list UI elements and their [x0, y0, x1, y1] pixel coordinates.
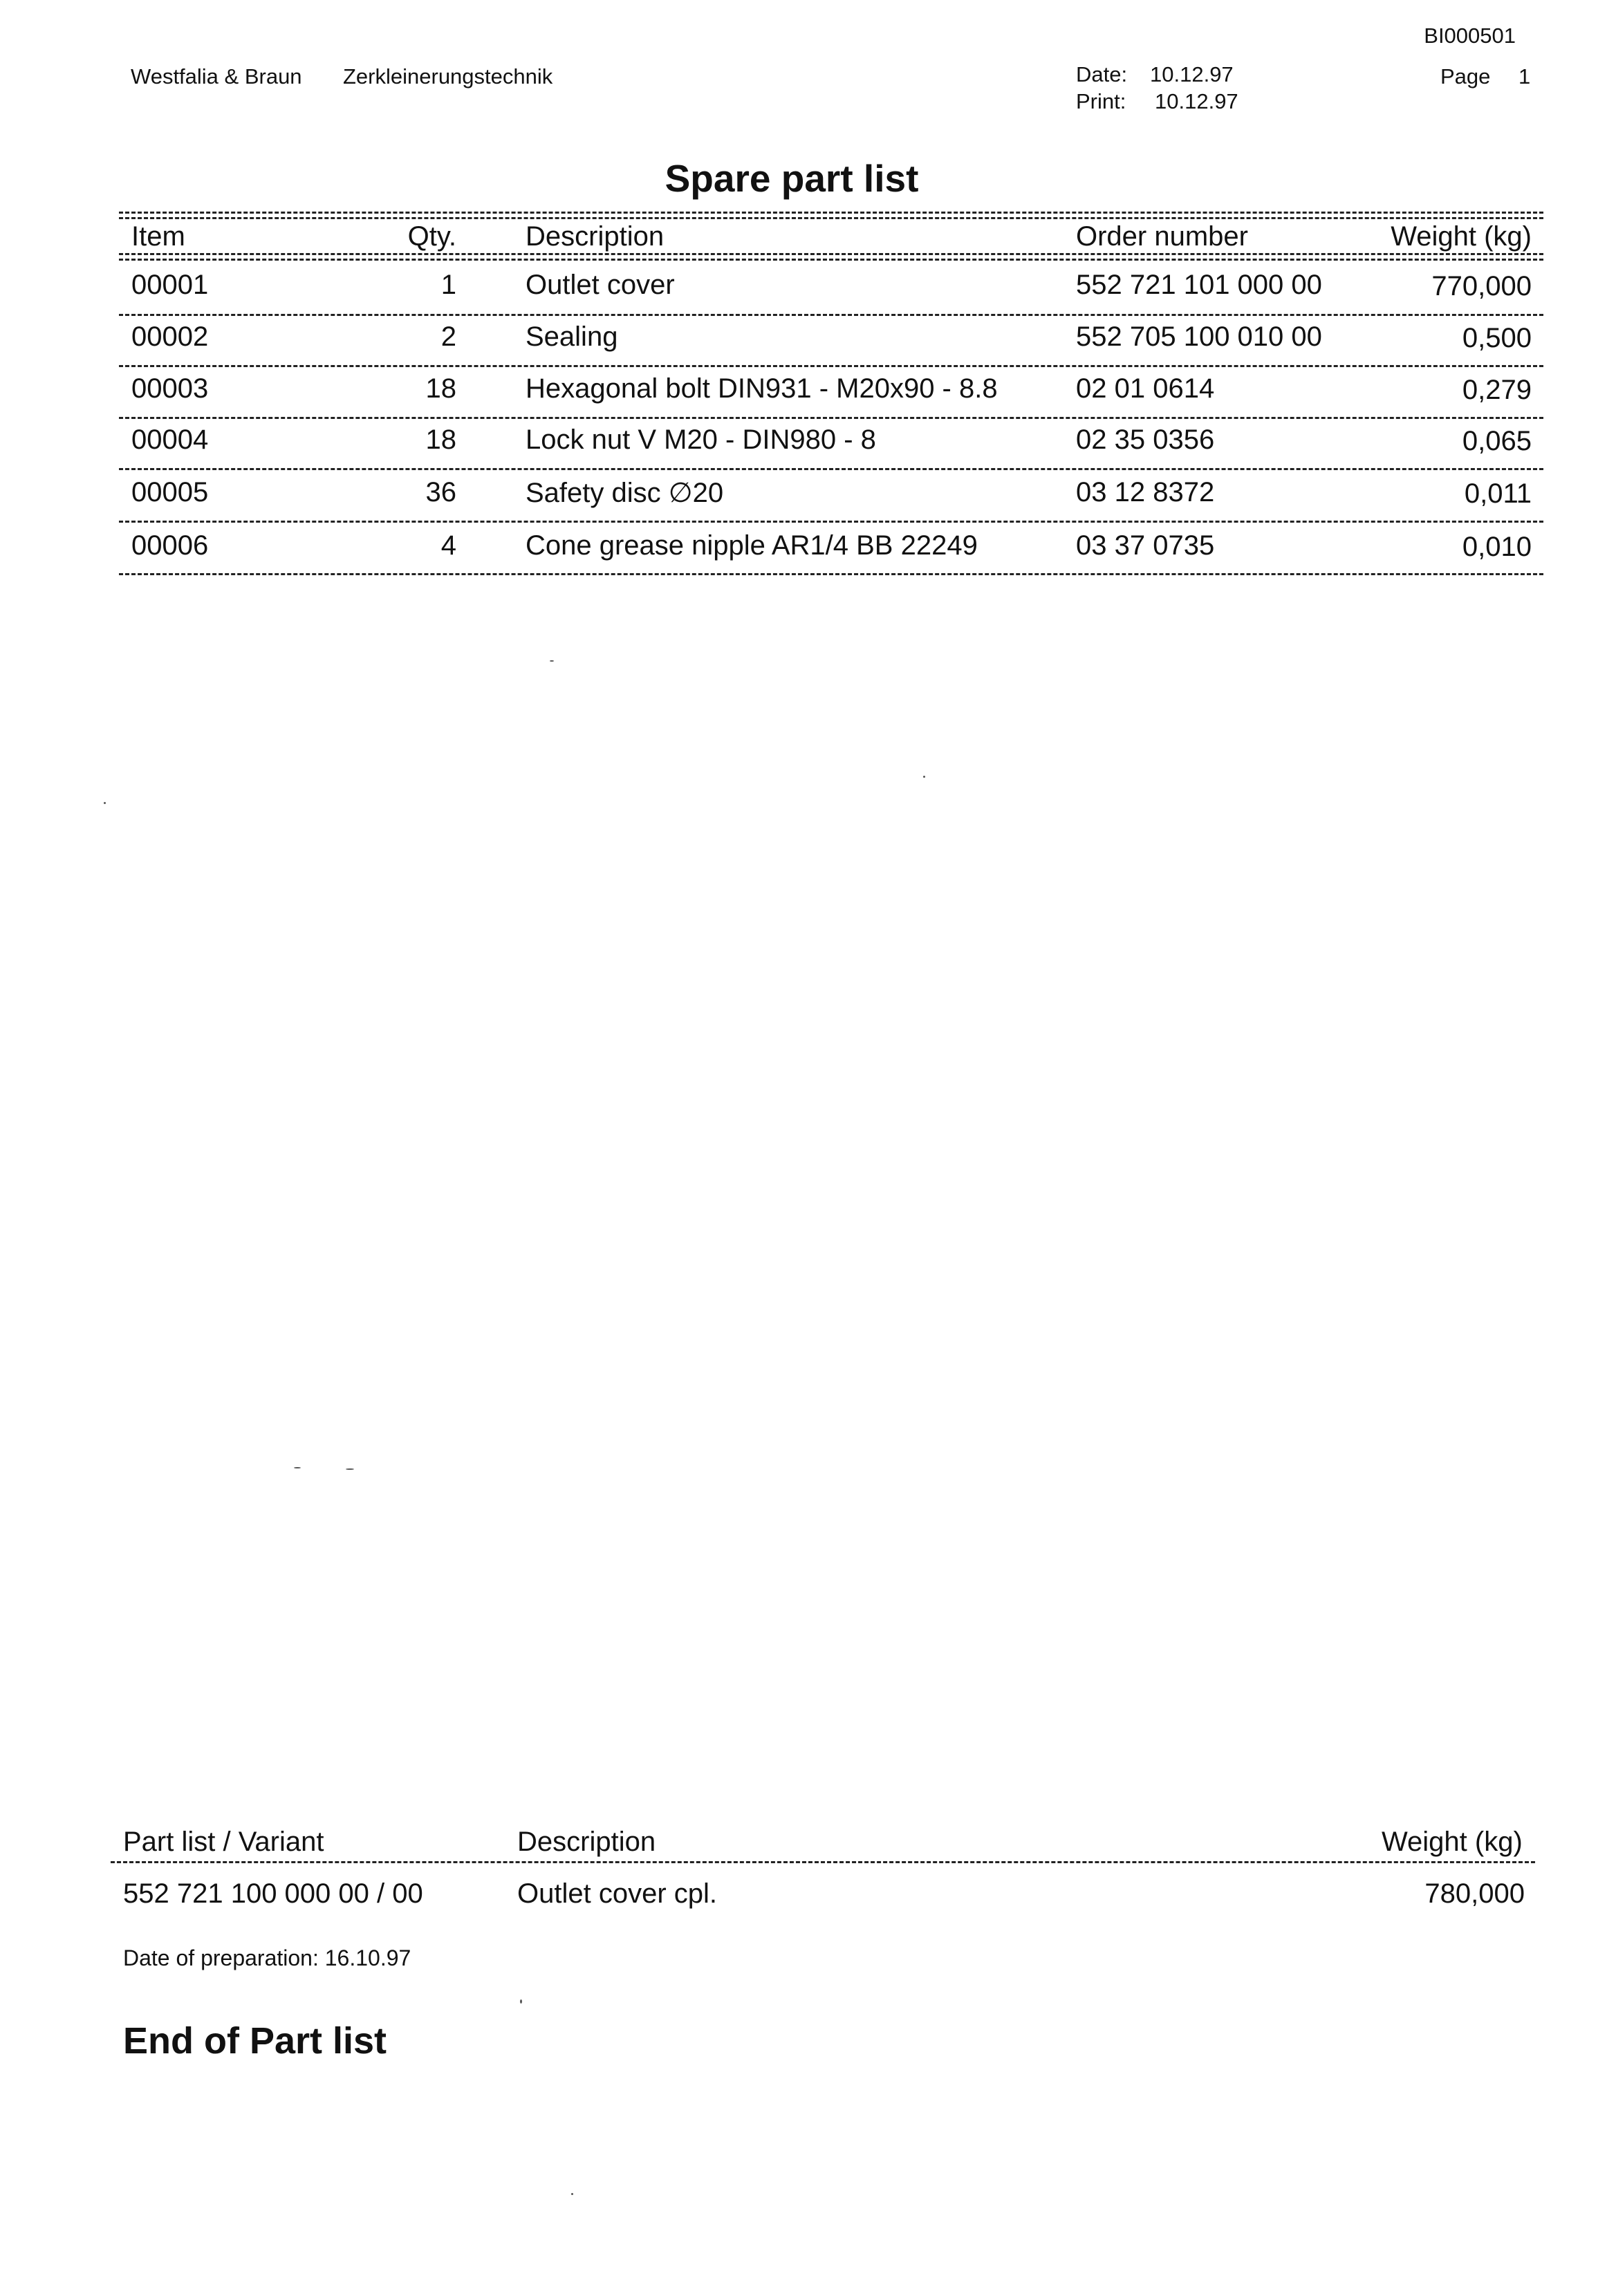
cell-item: 00006	[131, 530, 209, 561]
scan-speck	[571, 2193, 573, 2195]
cell-weight: 0,010	[1462, 532, 1532, 562]
page-title: Spare part list	[665, 157, 919, 200]
scan-speck	[520, 1999, 522, 2004]
summary-description-value: Outlet cover cpl.	[517, 1878, 718, 1909]
column-header-qty: Qty.	[407, 221, 456, 252]
cell-qty: 1	[440, 270, 456, 300]
cell-order-number: 552 705 100 010 00	[1076, 321, 1322, 352]
page-number: 1	[1519, 64, 1531, 88]
department-name: Zerkleinerungstechnik	[343, 64, 553, 88]
cell-order-number: 03 37 0735	[1076, 530, 1215, 561]
document-id: BI000501	[1424, 24, 1516, 48]
cell-item: 00005	[131, 477, 209, 507]
cell-qty: 2	[440, 321, 456, 352]
cell-item: 00002	[131, 321, 209, 352]
scan-speck	[104, 802, 106, 804]
row-divider	[119, 521, 1543, 523]
cell-qty: 36	[425, 477, 456, 507]
cell-item: 00001	[131, 270, 209, 300]
cell-order-number: 02 35 0356	[1076, 424, 1215, 455]
cell-order-number: 03 12 8372	[1076, 477, 1215, 507]
print-label: Print:	[1076, 89, 1126, 113]
cell-order-number: 552 721 101 000 00	[1076, 270, 1322, 300]
page-label: Page	[1440, 64, 1491, 88]
column-header-order-number: Order number	[1076, 221, 1248, 252]
scan-speck	[923, 776, 925, 778]
row-divider	[119, 314, 1543, 316]
cell-weight: 0,500	[1462, 323, 1532, 353]
column-header-description: Description	[526, 221, 665, 252]
summary-rule	[111, 1861, 1535, 1863]
scan-speck	[550, 660, 554, 662]
cell-weight: 0,279	[1462, 375, 1532, 405]
cell-description: Sealing	[526, 321, 618, 352]
summary-weight-value: 780,000	[1424, 1878, 1525, 1909]
column-header-item: Item	[131, 221, 185, 252]
cell-qty: 18	[425, 424, 456, 455]
date-label: Date:	[1076, 62, 1128, 86]
cell-description: Outlet cover	[526, 270, 675, 300]
column-header-weight: Weight (kg)	[1391, 221, 1532, 252]
cell-order-number: 02 01 0614	[1076, 373, 1215, 404]
cell-weight: 0,011	[1464, 478, 1532, 509]
part-list-value: 552 721 100 000 00 / 00	[123, 1878, 423, 1909]
summary-weight-label: Weight (kg)	[1382, 1827, 1523, 1857]
cell-item: 00004	[131, 424, 209, 455]
part-list-label: Part list / Variant	[123, 1827, 324, 1857]
table-header-rule	[119, 253, 1543, 261]
cell-weight: 770,000	[1431, 271, 1532, 301]
cell-weight: 0,065	[1462, 426, 1532, 456]
cell-description: Cone grease nipple AR1/4 BB 22249	[526, 530, 978, 561]
row-divider	[119, 365, 1543, 367]
end-of-list-title: End of Part list	[123, 2020, 387, 2062]
table-top-rule	[119, 212, 1543, 219]
cell-description: Safety disc ∅20	[526, 478, 724, 508]
date-of-preparation: Date of preparation: 16.10.97	[123, 1945, 411, 1970]
cell-description: Hexagonal bolt DIN931 - M20x90 - 8.8	[526, 373, 998, 404]
company-name: Westfalia & Braun	[131, 64, 302, 88]
cell-item: 00003	[131, 373, 209, 404]
cell-qty: 18	[425, 373, 456, 404]
row-divider	[119, 417, 1543, 419]
cell-description: Lock nut V M20 - DIN980 - 8	[526, 424, 876, 455]
scan-speck	[346, 1468, 354, 1470]
summary-description-label: Description	[517, 1827, 656, 1857]
print-value: 10.12.97	[1155, 89, 1238, 113]
date-value: 10.12.97	[1150, 62, 1234, 86]
cell-qty: 4	[440, 530, 456, 561]
table-bottom-rule	[119, 573, 1543, 575]
scan-speck	[294, 1467, 301, 1468]
row-divider	[119, 468, 1543, 470]
